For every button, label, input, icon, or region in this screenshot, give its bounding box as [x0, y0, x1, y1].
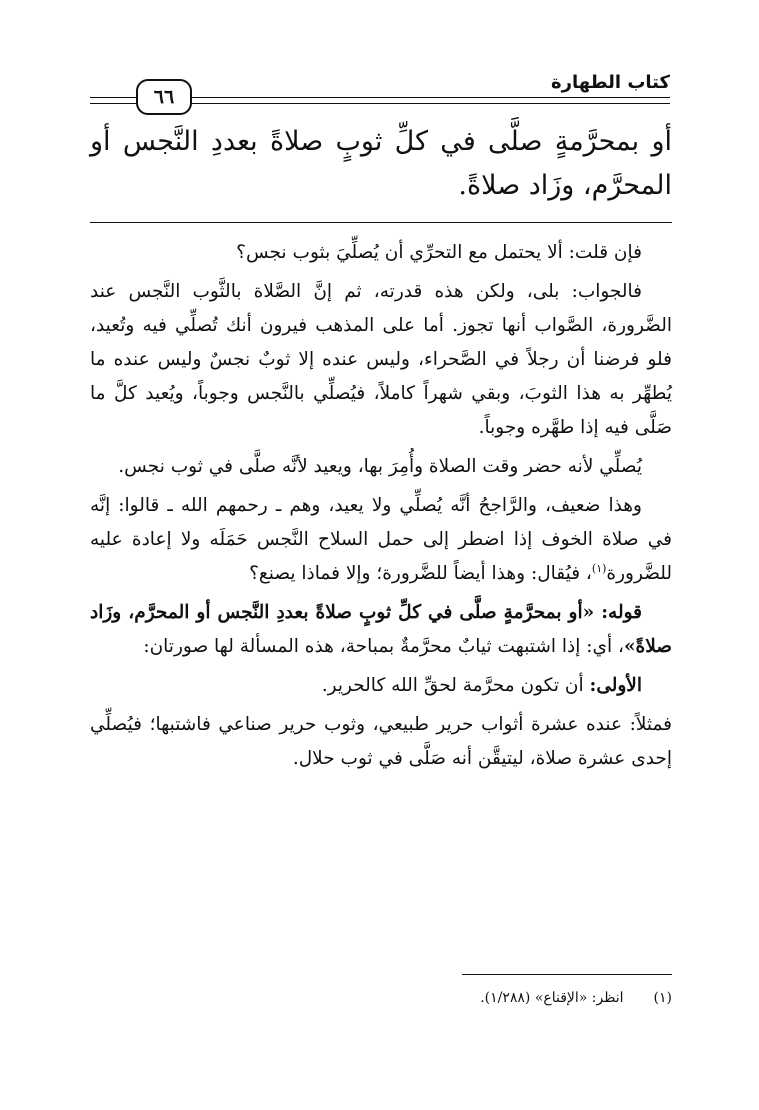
- commentary-paragraph: فالجواب: بلى، ولكن هذه قدرته، ثم إنَّ الصَّلاة بالثَّوب النَّجس عند الضَّرورة، الصَّواب أنها تجوز. أما على المذهب فيرون أنك تُصلِّي فيه وتُعيد، فلو فرضنا أن رجلاً في الصَّحراء، وليس عنده إلا ثوبٌ نجسٌ وليس عنده ما يُطهِّر به هذا الثوبَ، وبقي شهراً كاملاً، فيُصلِّي بالنَّجس وجوباً، ويُعيد كلَّ ما صَلَّى فيه إذا طهَّره وجوباً.: [90, 281, 672, 438]
- paragraph-text: ، أي: إذا اشتبهت ثيابٌ محرَّمةٌ بمباحة، هذه المسألة لها صورتان:: [143, 636, 624, 657]
- paragraph-text: ، فيُقال: وهذا أيضاً للضَّرورة؛ وإلا فماذا يصنع؟: [249, 563, 592, 584]
- footnote-number: (١): [653, 990, 672, 1006]
- footnote-rule: [462, 974, 672, 975]
- footnotes: [90, 988, 672, 1008]
- bold-heading: الأولى:: [589, 675, 642, 696]
- footnote: [90, 988, 672, 1008]
- matn-text: أو بمحرَّمةٍ صلَّى في كلِّ ثوبٍ صلاةً بعددِ النَّجس أو المحرَّم، وزَاد صلاةً.: [90, 126, 672, 201]
- commentary-paragraph: [90, 669, 672, 703]
- commentary-paragraph: فمثلاً: عنده عشرة أثواب حرير طبيعي، وثوب حرير صناعي فاشتبها؛ فيُصلِّي إحدى عشرة صلاة، ليتيقَّن أنه صَلَّى في ثوب حلال.: [90, 714, 672, 769]
- running-header: [90, 70, 670, 114]
- commentary-paragraph: [90, 596, 672, 664]
- paragraph-text: أن تكون محرَّمة لحقِّ الله كالحرير.: [321, 675, 590, 696]
- paragraph-text: وهذا ضعيف، والرَّاجحُ أنَّه يُصلِّي ولا يعيد، وهم ـ رحمهم الله ـ قالوا: إنَّه في صلاة الخوف إذا اضطر إلى حمل السلاح النَّجس حَمَلَه ولا إعادة عليه للضَّرورة: [90, 495, 672, 584]
- quoted-matn: قوله: «أو بمحرَّمةٍ صلَّى في كلِّ ثوبٍ صلاةً بعددِ النَّجس أو المحرَّم، وزَاد صلاةً»: [90, 602, 672, 657]
- page-number: ٦٦: [136, 79, 192, 115]
- commentary-paragraph: فإن قلت: ألا يحتمل مع التحرِّي أن يُصلِّيَ بثوب نجس؟: [236, 242, 642, 263]
- footnote-text: انظر: «الإقناع» (١/٢٨٨).: [480, 990, 624, 1006]
- commentary-paragraph: يُصلِّي لأنه حضر وقت الصلاة وأُمِرَ بها، ويعيد لأنَّه صلَّى في ثوب نجس.: [118, 456, 642, 477]
- commentary-paragraph: [90, 489, 672, 591]
- matn-divider: [90, 222, 672, 223]
- footnote-reference: (١): [591, 561, 607, 575]
- commentary: [90, 236, 672, 781]
- book-title: كتاب الطهارة: [541, 70, 670, 96]
